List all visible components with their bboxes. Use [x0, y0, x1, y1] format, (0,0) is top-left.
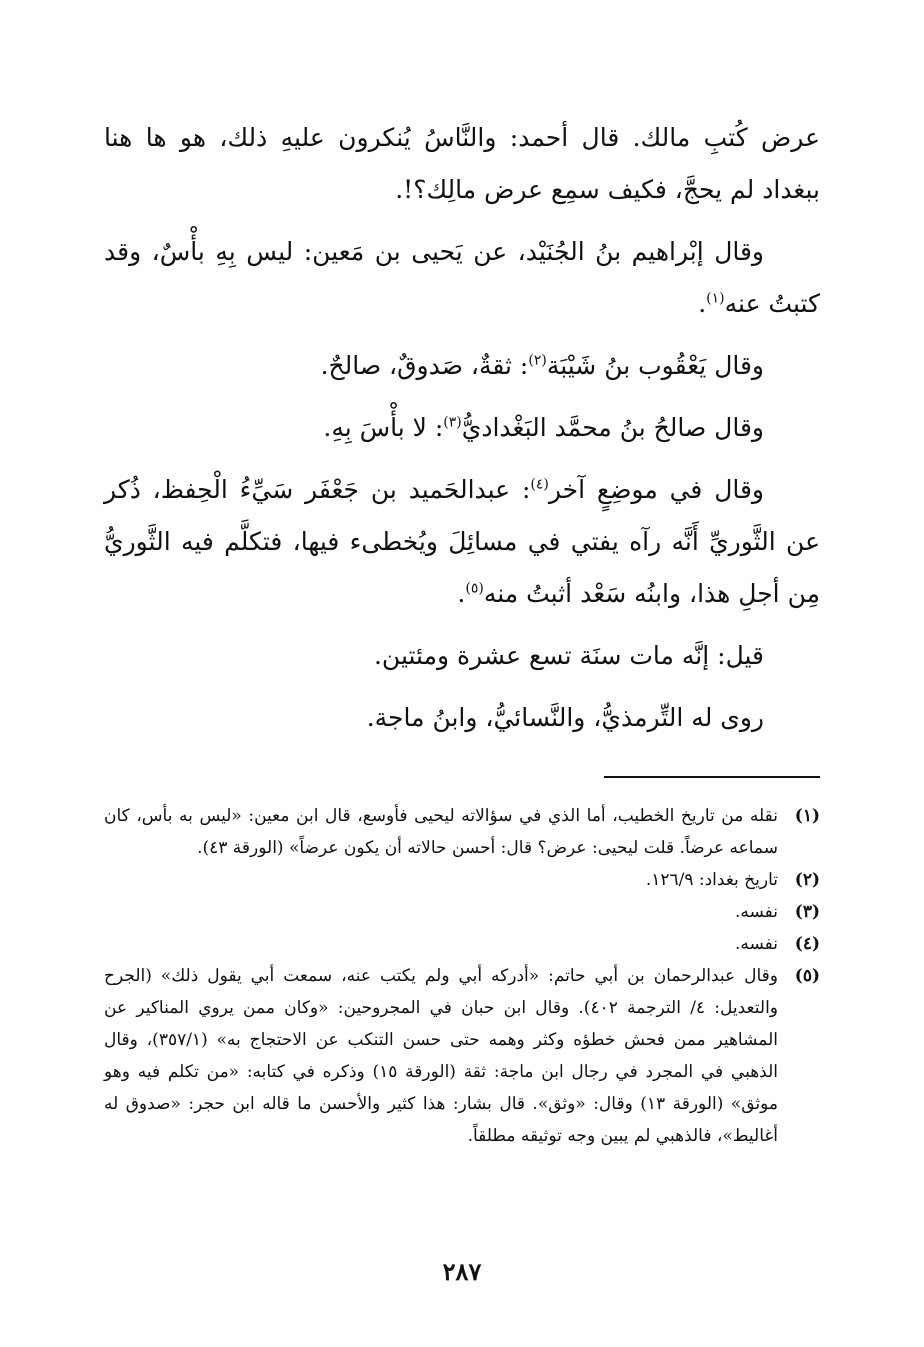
paragraph-text: روى له التِّرمذيُّ، والنَّسائيُّ، وابنُ ماجة.	[366, 703, 764, 732]
footnotes-section	[104, 800, 820, 1152]
footnote-text: نقله من تاريخ الخطيب، أما الذي في سؤالاته ليحيى فأوسع، قال ابن معين: «ليس به بأس، كان سماعه عرضاً. قلت ليحيى: عرض؟ قال: أحسن حالاته أن يكون عرضاً» (الورقة ٤٣).	[104, 806, 778, 858]
paragraph-text-middle: : عبدالحَميد بن جَعْفَر سَيِّءُ الْحِفظ، ذُكر عن الثَّوريِّ أَنَّه رآه يفتي في مسائِلَ ويُخطىء فيها، فتكلَّم فيه الثَّوريُّ مِن أجلِ هذا، وابنُه سَعْد أثبتُ منه	[104, 475, 820, 608]
footnote-separator	[604, 776, 820, 778]
footnote-number: (٤)	[794, 934, 820, 954]
paragraph-text-end: .	[698, 289, 707, 318]
footnote-text: تاريخ بغداد: ١٢٦/٩.	[645, 870, 778, 890]
footnote-number: (٢)	[794, 870, 820, 890]
footnote-marker[interactable]: (٤)	[530, 476, 549, 493]
footnote-item	[104, 800, 820, 864]
paragraph-4	[104, 402, 820, 454]
paragraph-text: وقال في موضِعٍ آخر	[548, 475, 765, 504]
footnote-marker[interactable]: (٢)	[528, 352, 547, 369]
paragraph-text-end: .	[457, 579, 466, 608]
paragraph-1	[104, 112, 820, 216]
footnote-number: (٥)	[794, 966, 820, 986]
footnote-marker[interactable]: (١)	[706, 290, 725, 307]
footnote-text: نفسه.	[734, 902, 778, 922]
paragraph-3	[104, 340, 820, 392]
paragraph-2	[104, 226, 820, 330]
paragraph-text: عرض كُتبِ مالك. قال أحمد: والنَّاسُ يُنكرون عليهِ ذلك، هو ها هنا ببغداد لم يحجَّ، فكيف سمِع عرض مالِك؟!.	[104, 123, 820, 204]
paragraph-text: قيل: إنَّه مات سنَة تسع عشرة ومئتين.	[373, 641, 764, 670]
paragraph-text-end: : لا بأْسَ بِهِ.	[323, 413, 444, 442]
page-number: ٢٨٧	[442, 1257, 482, 1286]
footnote-number: (١)	[794, 806, 820, 826]
footnote-marker[interactable]: (٣)	[443, 414, 462, 431]
paragraph-text: وقال صالحُ بنُ محمَّد البَغْداديُّ	[461, 413, 764, 442]
footnote-item	[104, 864, 820, 896]
footnote-text: نفسه.	[734, 934, 778, 954]
footnote-text: وقال عبدالرحمان بن أبي حاتم: «أدركه أبي ولم يكتب عنه، سمعت أبي يقول ذلك» (الجرح والتعديل: ٤/ الترجمة ٤٠٢). وقال ابن حبان في المجروحين: «وكان ممن يروي المناكير عن المشاهير ممن فحش خطؤه وكثر وهمه حتى حسن التنكب عن الاحتجاج به» (٣٥٧/١)، وقال الذهبي في المجرد في رجال ابن ماجة: ثقة (الورقة ١٥) وذكره في كتابه: «من تكلم فيه وهو موثق» (الورقة ١٣) وقال: «وثق». قال بشار: هذا كثير والأحسن ما قاله ابن حجر: «صدوق له أغاليط»، فالذهبي لم يبين وجه توثيقه مطلقاً.	[104, 966, 779, 1146]
main-text-block	[104, 112, 820, 754]
footnote-marker[interactable]: (٥)	[465, 580, 484, 597]
paragraph-6	[104, 630, 820, 682]
paragraph-5	[104, 464, 820, 620]
footnote-item	[104, 928, 820, 960]
paragraph-text: وقال إبْراهيم بنُ الجُنَيْد، عن يَحيى بن مَعين: ليس بِهِ بأْسٌ، وقد كتبتُ عنه	[104, 237, 820, 318]
footnote-item	[104, 960, 820, 1152]
footnote-item	[104, 896, 820, 928]
paragraph-text-end: : ثقةٌ، صَدوقٌ، صالحٌ.	[320, 351, 529, 380]
footnote-number: (٣)	[794, 902, 820, 922]
paragraph-7	[104, 692, 820, 744]
paragraph-text: وقال يَعْقُوب بنُ شَيْبَة	[546, 351, 764, 380]
